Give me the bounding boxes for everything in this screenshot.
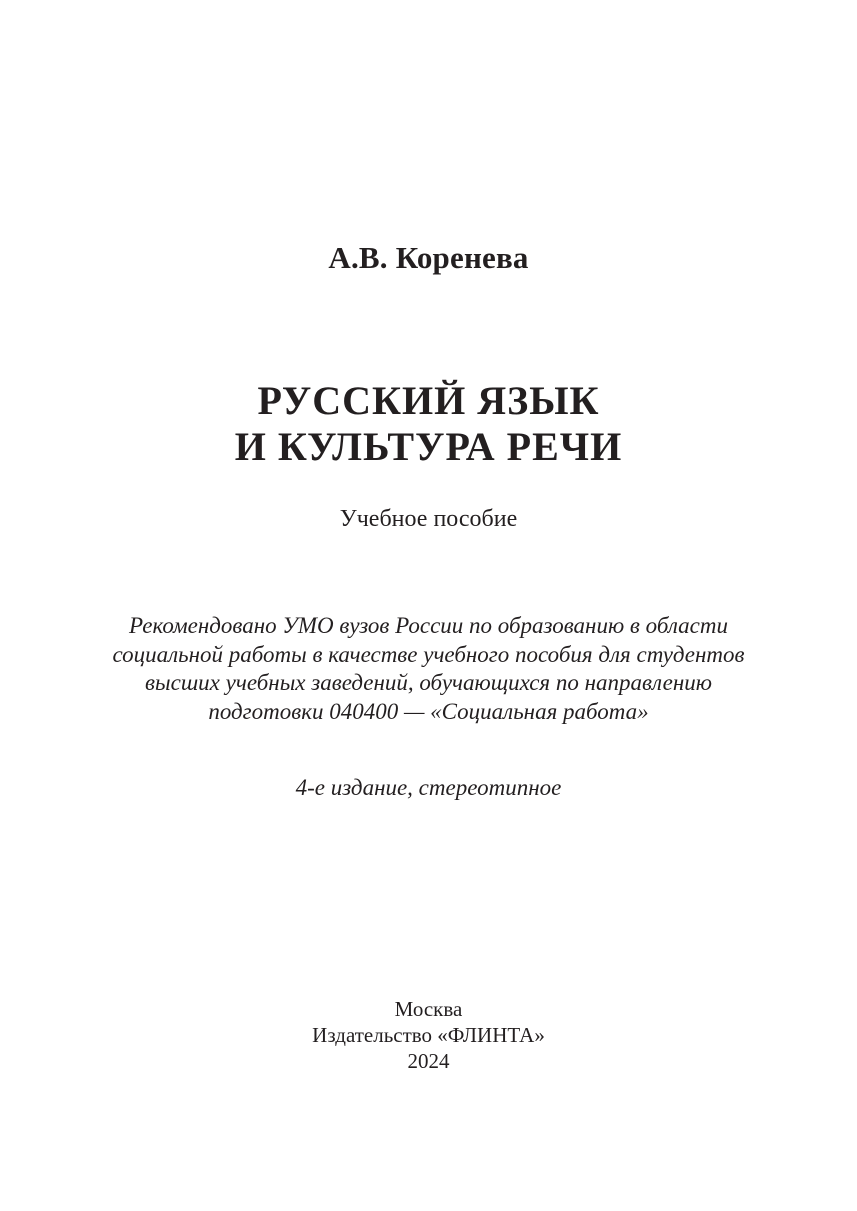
book-title (0, 378, 857, 470)
imprint (0, 996, 857, 1074)
book-title-line-2: И КУЛЬТУРА РЕЧИ (234, 424, 623, 469)
recommendation-line-1: Рекомендовано УМО вузов России по образованию в области (129, 613, 728, 638)
imprint-year: 2024 (407, 1049, 450, 1073)
recommendation-line-3: высших учебных заведений, обучающихся по направлению (145, 670, 712, 695)
recommendation-line-2: социальной работы в качестве учебного пособия для студентов (112, 641, 745, 667)
recommendation-text (0, 612, 857, 726)
imprint-city: Москва (394, 997, 463, 1021)
book-subtitle: Учебное пособие (339, 506, 518, 532)
recommendation-line-4: подготовки 040400 — «Социальная работа» (208, 698, 649, 724)
edition-note: 4-е издание, стереотипное (295, 775, 562, 800)
author-name: А.В. Коренева (328, 240, 529, 275)
imprint-publisher: Издательство «ФЛИНТА» (312, 1023, 545, 1047)
book-title-line-1: РУССКИЙ ЯЗЫК (257, 378, 600, 423)
